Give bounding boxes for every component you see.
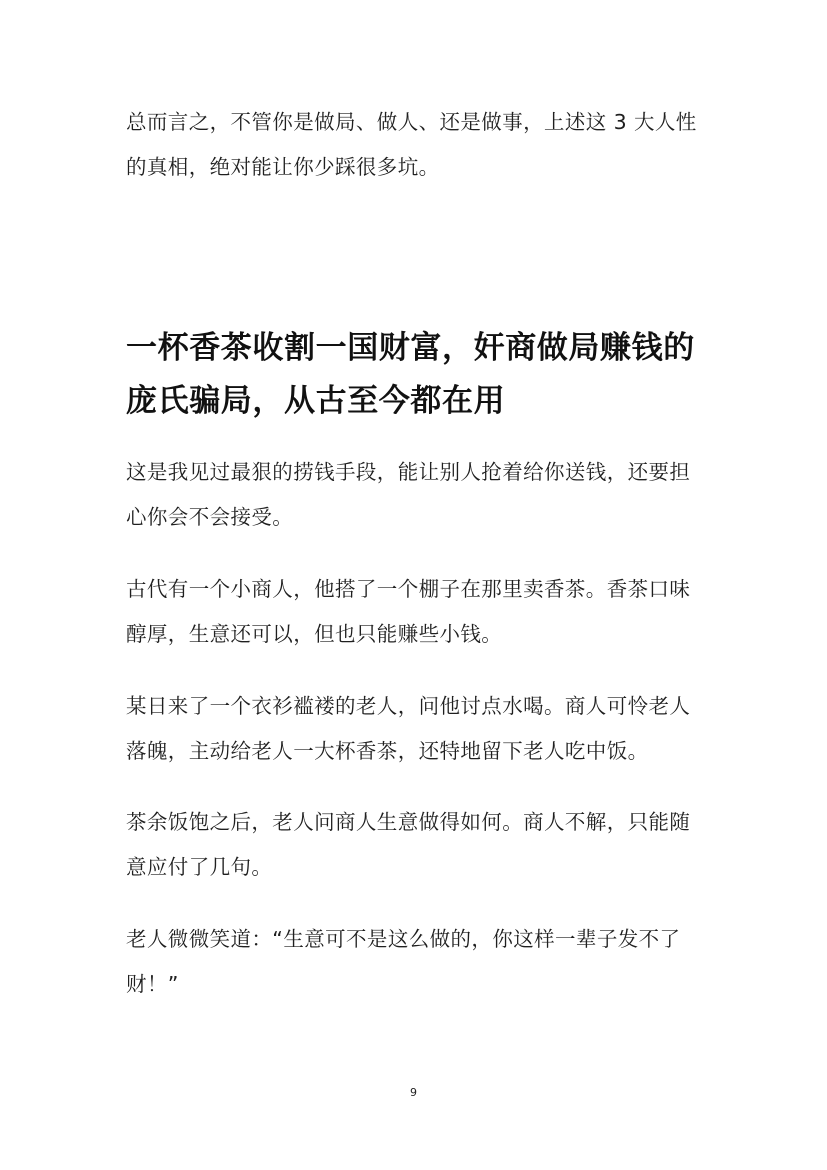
body-paragraph: 茶余饭饱之后，老人问商人生意做得如何。商人不解，只能随意应付了几句。 <box>126 810 691 879</box>
body-paragraph: 老人微微笑道：“生意可不是这么做的，你这样一辈子发不了财！” <box>126 927 681 996</box>
body-paragraph: 这是我见过最狠的捞钱手段，能让别人抢着给你送钱，还要担心你会不会接受。 <box>126 460 691 529</box>
intro-paragraph: 总而言之，不管你是做局、做人、还是做事，上述这 3 大人性的真相，绝对能让你少踩很多坑。 <box>126 110 697 179</box>
page-number: 9 <box>410 1086 417 1099</box>
body-paragraph: 古代有一个小商人，他搭了一个棚子在那里卖香茶。香茶口味醇厚，生意还可以，但也只能赚些小钱。 <box>126 577 691 646</box>
section-heading: 一杯香茶收割一国财富，奸商做局赚钱的庞氏骗局，从古至今都在用 <box>126 330 695 419</box>
body-paragraph: 某日来了一个衣衫褴褛的老人，问他讨点水喝。商人可怜老人落魄，主动给老人一大杯香茶，还特地留下老人吃中饭。 <box>126 694 691 763</box>
